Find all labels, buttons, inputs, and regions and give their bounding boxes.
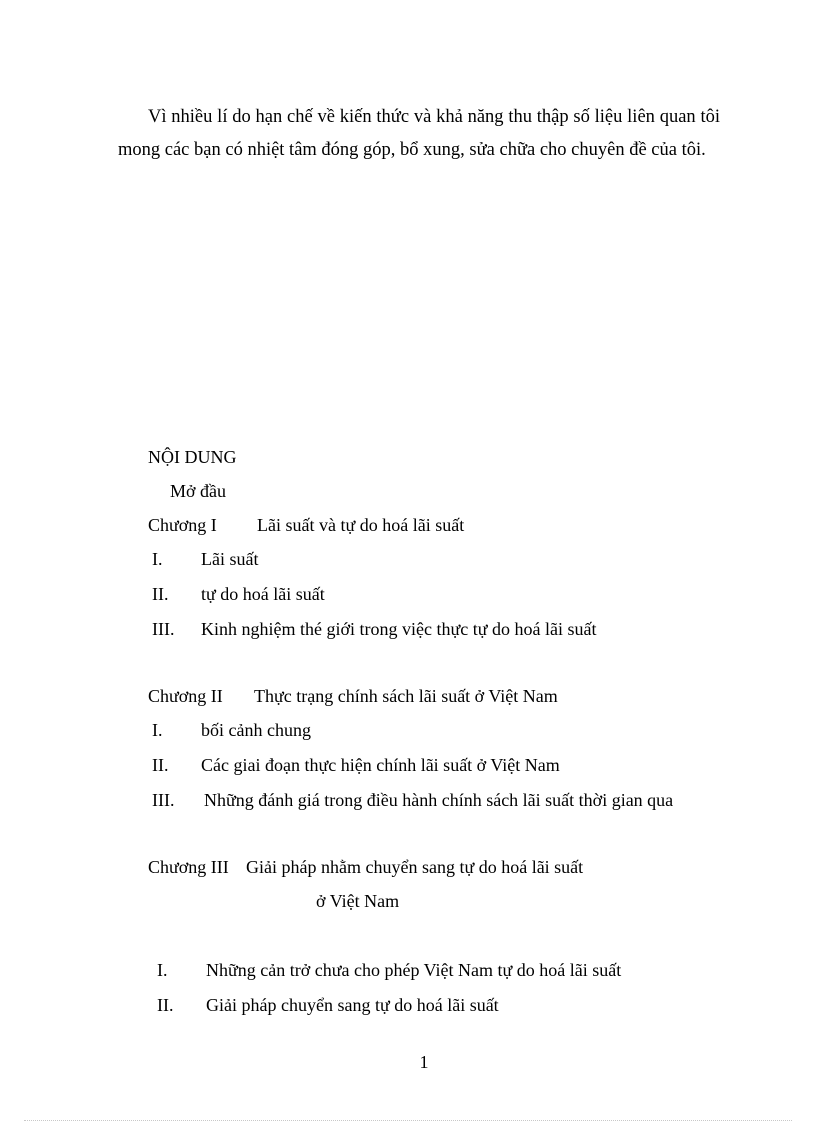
chapter3-item-2-number: II.	[157, 995, 174, 1015]
toc-heading: NỘI DUNG	[148, 447, 237, 467]
page-number: 1	[419, 1052, 429, 1072]
chapter1-item-2: tự do hoá lãi suất	[201, 584, 325, 604]
chapter1-item-2-number: II.	[152, 584, 169, 604]
chapter2-item-2: Các giai đoạn thực hiện chính lãi suất ở Việt Nam	[201, 755, 560, 775]
intro-paragraph-block	[118, 101, 720, 167]
chapter3-item-1-number: I.	[157, 960, 168, 980]
chapter2-item-3: Những đánh giá trong điều hành chính sách lãi suất thời gian qua	[204, 790, 674, 810]
chapter1-title: Lãi suất và tự do hoá lãi suất	[257, 515, 465, 535]
chapter3-title: Giải pháp nhằm chuyển sang tự do hoá lãi suất	[246, 857, 584, 877]
chapter2-item-3-number: III.	[152, 790, 175, 810]
chapter2-item-1: bối cảnh chung	[201, 720, 311, 740]
page-bottom-divider	[24, 1120, 792, 1121]
intro-paragraph: Vì nhiều lí do hạn chế về kiến thức và khả năng thu thập số liệu liên quan tôi mong các bạn có nhiệt tâm đóng góp, bổ xung, sửa chữa cho chuyên đề của tôi.	[118, 107, 720, 160]
chapter1-label: Chương I	[148, 515, 217, 535]
chapter1-item-3-number: III.	[152, 619, 175, 639]
chapter2-item-2-number: II.	[152, 755, 169, 775]
chapter1-item-1-number: I.	[152, 549, 163, 569]
chapter2-title: Thực trạng chính sách lãi suất ở Việt Nam	[254, 686, 558, 706]
chapter1-item-1: Lãi suất	[201, 549, 259, 569]
chapter1-item-3: Kinh nghiệm thé giới trong việc thực tự do hoá lãi suất	[201, 619, 597, 639]
chapter3-label: Chương III	[148, 857, 229, 877]
chapter3-item-1: Những cản trở chưa cho phép Việt Nam tự do hoá lãi suất	[206, 960, 622, 980]
chapter3-item-2: Giải pháp chuyển sang tự do hoá lãi suất	[206, 995, 499, 1015]
chapter3-title-continued: ở Việt Nam	[316, 891, 400, 911]
toc-intro-item: Mở đầu	[170, 481, 227, 501]
chapter2-item-1-number: I.	[152, 720, 163, 740]
chapter2-label: Chương II	[148, 686, 223, 706]
